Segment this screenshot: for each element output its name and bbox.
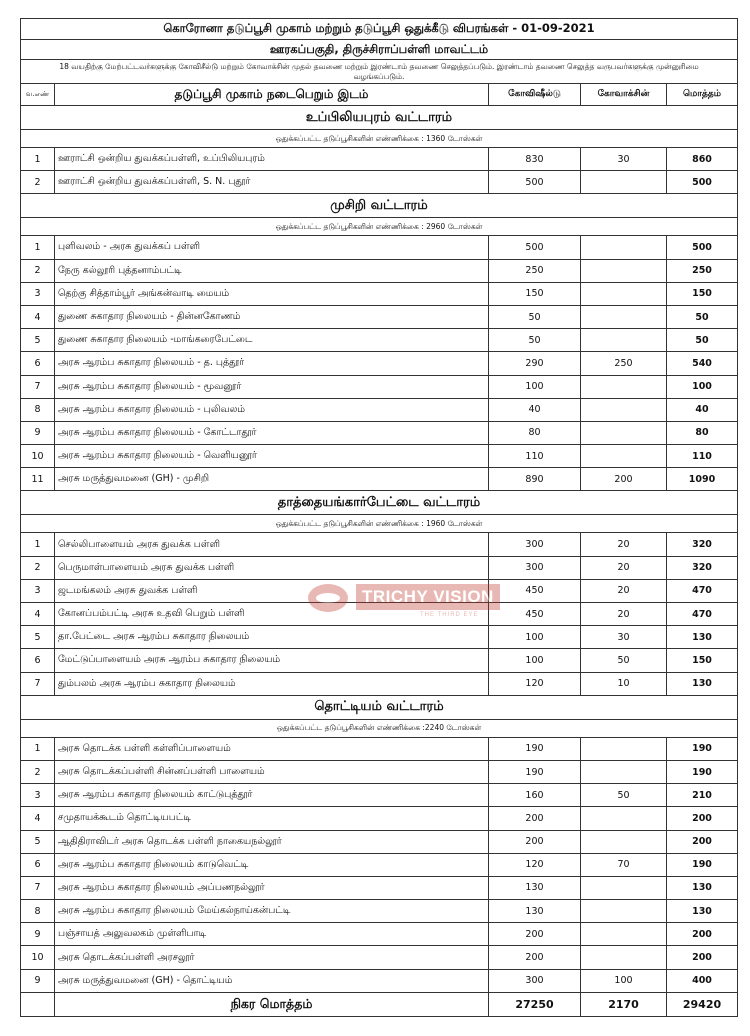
- table-row: [20, 784, 738, 807]
- covaxin-count: [581, 422, 667, 444]
- row-number: 1: [21, 148, 55, 170]
- covaxin-count: 200: [581, 468, 667, 490]
- row-total: 200: [692, 836, 712, 848]
- table-row: [20, 831, 738, 854]
- covishield-count: 500: [489, 171, 581, 193]
- camp-location: பெருமாள்பாளையம் அரசு துவக்க பள்ளி: [55, 557, 489, 579]
- camp-location: ஆதிதிராவிடர் அரசு தொடக்க பள்ளி நாகையநல்லூர்: [55, 831, 489, 853]
- covishield-count: 200: [489, 831, 581, 853]
- table-row: [20, 148, 738, 171]
- covishield-count: 50: [489, 306, 581, 328]
- row-total: 150: [692, 288, 712, 300]
- table-row: [20, 854, 738, 877]
- covishield-count: 830: [489, 148, 581, 170]
- camp-location: அரசு ஆரம்ப சுகாதார நிலையம் காட்டுபுத்தூர்: [55, 784, 489, 806]
- row-number: 6: [21, 352, 55, 374]
- block-dose-allocation: ஒதுக்கப்பட்ட தடுப்பூசிகளின் எண்ணிக்கை : 2960 டோஸ்கள்: [20, 218, 738, 236]
- covaxin-count: [581, 306, 667, 328]
- camp-location: அரசு ஆரம்ப சுகாதார நிலையம் காடுவெட்டி: [55, 854, 489, 876]
- table-row: [20, 236, 738, 259]
- covishield-count: 200: [489, 946, 581, 968]
- covishield-count: 290: [489, 352, 581, 374]
- block-dose-allocation: ஒதுக்கப்பட்ட தடுப்பூசிகளின் எண்ணிக்கை : 1960 டோஸ்கள்: [20, 515, 738, 533]
- camp-location: அரசு தொடக்கப்பள்ளி அரசலூர்: [55, 946, 489, 968]
- covishield-count: 200: [489, 807, 581, 829]
- covaxin-count: 30: [581, 626, 667, 648]
- row-number: 1: [21, 738, 55, 760]
- row-total: 110: [692, 450, 712, 462]
- row-number: 4: [21, 807, 55, 829]
- row-total: 320: [692, 562, 712, 574]
- table-row: [20, 329, 738, 352]
- table-row: [20, 649, 738, 672]
- table-row: [20, 283, 738, 306]
- row-number: 11: [21, 468, 55, 490]
- row-total: 130: [692, 631, 712, 643]
- table-row: [20, 445, 738, 468]
- row-number: 6: [21, 649, 55, 671]
- row-total: 130: [692, 882, 712, 894]
- row-number: 1: [21, 533, 55, 555]
- table-row: [20, 260, 738, 283]
- covaxin-count: [581, 260, 667, 282]
- row-total: 400: [692, 975, 712, 987]
- camp-location: அரசு ஆரம்ப சுகாதார நிலையம் - கோட்டாதூர்: [55, 422, 489, 444]
- covishield-count: 450: [489, 603, 581, 625]
- col-header-covishield: கோவிஷீல்டு: [489, 84, 581, 105]
- camp-location: ஊராட்சி ஒன்றிய துவக்கப்பள்ளி, உப்பிலியபுரம்: [55, 148, 489, 170]
- row-number: 9: [21, 422, 55, 444]
- vaccination-sheet: [20, 18, 738, 1017]
- row-total: 200: [692, 952, 712, 964]
- table-row: [20, 352, 738, 375]
- row-total: 80: [695, 427, 709, 439]
- covaxin-count: [581, 399, 667, 421]
- table-row: [20, 580, 738, 603]
- camp-location: தா.பேட்டை அரசு ஆரம்ப சுகாதார நிலையம்: [55, 626, 489, 648]
- covaxin-count: 20: [581, 603, 667, 625]
- block-dose-allocation: ஒதுக்கப்பட்ட தடுப்பூசிகளின் எண்ணிக்கை : 1360 டோஸ்கள்: [20, 130, 738, 148]
- col-header-place: தடுப்பூசி முகாம் நடைபெறும் இடம்: [55, 84, 489, 105]
- covaxin-count: 30: [581, 148, 667, 170]
- row-total: 860: [692, 153, 712, 165]
- covaxin-count: [581, 329, 667, 351]
- covishield-count: 450: [489, 580, 581, 602]
- row-total: 320: [692, 539, 712, 551]
- covishield-count: 300: [489, 970, 581, 992]
- table-row: [20, 970, 738, 993]
- row-number: 5: [21, 626, 55, 648]
- covaxin-count: [581, 445, 667, 467]
- camp-location: தும்பலம் அரசு ஆரம்ப சுகாதார நிலையம்: [55, 673, 489, 695]
- covishield-count: 120: [489, 854, 581, 876]
- row-number: 10: [21, 445, 55, 467]
- row-total: 100: [692, 381, 712, 393]
- row-number: 5: [21, 329, 55, 351]
- camp-location: துணை சுகாதார நிலையம் -மாங்கரைபேட்டை: [55, 329, 489, 351]
- covaxin-count: 100: [581, 970, 667, 992]
- block-heading: முசிறி வட்டாரம்: [20, 194, 738, 218]
- row-number: 8: [21, 900, 55, 922]
- row-number: 2: [21, 761, 55, 783]
- grand-total-row: [20, 993, 738, 1017]
- col-header-total: மொத்தம்: [683, 89, 721, 99]
- covaxin-count: [581, 900, 667, 922]
- table-row: [20, 946, 738, 969]
- grand-total-covaxin: 2170: [581, 993, 667, 1016]
- covishield-count: 190: [489, 738, 581, 760]
- covaxin-count: [581, 738, 667, 760]
- block-heading: தாத்தையங்கார்பேட்டை வட்டாரம்: [20, 491, 738, 515]
- covishield-count: 100: [489, 649, 581, 671]
- grand-total-sum: 29420: [682, 997, 722, 1011]
- covaxin-count: [581, 923, 667, 945]
- row-number: 10: [21, 946, 55, 968]
- covaxin-count: [581, 236, 667, 258]
- covishield-count: 200: [489, 923, 581, 945]
- table-row: [20, 877, 738, 900]
- camp-location: ஜடமங்கலம் அரசு துவக்க பள்ளி: [55, 580, 489, 602]
- row-total: 210: [692, 789, 712, 801]
- covishield-count: 110: [489, 445, 581, 467]
- covishield-count: 100: [489, 376, 581, 398]
- grand-total-no: [21, 993, 55, 1016]
- camp-location: தெற்கு சித்தாம்பூர் அங்கன்வாடி மையம்: [55, 283, 489, 305]
- row-total: 250: [692, 265, 712, 277]
- row-number: 9: [21, 970, 55, 992]
- covishield-count: 890: [489, 468, 581, 490]
- sheet-subtitle: ஊரகப்பகுதி, திருச்சிராப்பள்ளி மாவட்டம்: [20, 40, 738, 60]
- covishield-count: 190: [489, 761, 581, 783]
- camp-location: அரசு ஆரம்ப சுகாதார நிலையம் அப்பணநல்லூர்: [55, 877, 489, 899]
- covishield-count: 100: [489, 626, 581, 648]
- col-header-no: வ.எண்: [21, 84, 55, 105]
- camp-location: அரசு ஆரம்ப சுகாதார நிலையம் - த. புத்தூர்: [55, 352, 489, 374]
- block-heading: தொட்டியம் வட்டாரம்: [20, 696, 738, 720]
- block-dose-allocation: ஒதுக்கப்பட்ட தடுப்பூசிகளின் எண்ணிக்கை :2240 டோஸ்கள்: [20, 720, 738, 738]
- row-number: 2: [21, 171, 55, 193]
- grand-total-label: நிகர மொத்தம்: [55, 993, 489, 1016]
- row-total: 130: [692, 905, 712, 917]
- table-row: [20, 171, 738, 194]
- covaxin-count: 10: [581, 673, 667, 695]
- covaxin-count: [581, 946, 667, 968]
- covishield-count: 160: [489, 784, 581, 806]
- row-total: 130: [692, 678, 712, 690]
- table-row: [20, 603, 738, 626]
- table-row: [20, 673, 738, 696]
- covishield-count: 500: [489, 236, 581, 258]
- camp-location: அரசு தொடக்கப்பள்ளி சின்னப்பள்ளி பாளையம்: [55, 761, 489, 783]
- grand-total-covishield: 27250: [489, 993, 581, 1016]
- table-row: [20, 761, 738, 784]
- table-row: [20, 738, 738, 761]
- covaxin-count: [581, 761, 667, 783]
- camp-location: புளிவலம் - அரசு துவக்கப் பள்ளி: [55, 236, 489, 258]
- row-number: 9: [21, 923, 55, 945]
- row-number: 1: [21, 236, 55, 258]
- row-number: 6: [21, 854, 55, 876]
- table-row: [20, 807, 738, 830]
- row-total: 200: [692, 928, 712, 940]
- watermark-tagline: THE THIRD EYE: [420, 612, 479, 618]
- camp-location: மேட்டுப்பாளையம் அரசு ஆரம்ப சுகாதார நிலையம்: [55, 649, 489, 671]
- table-row: [20, 900, 738, 923]
- row-total: 190: [692, 743, 712, 755]
- covaxin-count: [581, 877, 667, 899]
- row-number: 2: [21, 260, 55, 282]
- table-row: [20, 399, 738, 422]
- table-row: [20, 422, 738, 445]
- row-total: 500: [692, 241, 712, 253]
- table-row: [20, 626, 738, 649]
- block-sections: [20, 106, 738, 993]
- table-row: [20, 557, 738, 580]
- camp-location: கோனப்பம்பட்டி அரசு உதவி பெறும் பள்ளி: [55, 603, 489, 625]
- row-total: 190: [692, 859, 712, 871]
- covishield-count: 50: [489, 329, 581, 351]
- table-row: [20, 923, 738, 946]
- row-total: 470: [692, 608, 712, 620]
- table-row: [20, 468, 738, 491]
- camp-location: துணை சுகாதார நிலையம் - தின்னகோணம்: [55, 306, 489, 328]
- row-number: 3: [21, 784, 55, 806]
- row-total: 470: [692, 585, 712, 597]
- covishield-count: 300: [489, 557, 581, 579]
- covishield-count: 300: [489, 533, 581, 555]
- covishield-count: 250: [489, 260, 581, 282]
- camp-location: அரசு ஆரம்ப சுகாதார நிலையம் - வெளியனூர்: [55, 445, 489, 467]
- covaxin-count: [581, 283, 667, 305]
- row-number: 5: [21, 831, 55, 853]
- covishield-count: 80: [489, 422, 581, 444]
- table-row: [20, 306, 738, 329]
- covaxin-count: [581, 831, 667, 853]
- camp-location: ஊராட்சி ஒன்றிய துவக்கப்பள்ளி, S. N. புதூர்: [55, 171, 489, 193]
- covishield-count: 150: [489, 283, 581, 305]
- row-number: 8: [21, 399, 55, 421]
- covaxin-count: 50: [581, 784, 667, 806]
- camp-location: சமுதாயக்கூடம் தொட்டியபட்டி: [55, 807, 489, 829]
- row-number: 7: [21, 673, 55, 695]
- row-number: 7: [21, 376, 55, 398]
- covishield-count: 40: [489, 399, 581, 421]
- covaxin-count: 20: [581, 580, 667, 602]
- row-total: 50: [695, 311, 709, 323]
- row-total: 40: [695, 404, 709, 416]
- covaxin-count: 250: [581, 352, 667, 374]
- eligibility-note: 18 வயதிற்கு மேற்பட்டவர்களுக்கு கோவிசீல்டு மற்றும் கோவாக்சின் முதல் தவணை மற்றும் இரண்டாம் தவணை செலுத்தப்படும். இரண்டாம் தவணை செலுத்த வருபவர்களுக்கு முன்னுரிமை வழங்கப்படும்.: [20, 60, 738, 84]
- row-total: 200: [692, 812, 712, 824]
- camp-location: அரசு மருத்துவமனை (GH) - முசிறி: [55, 468, 489, 490]
- covaxin-count: [581, 376, 667, 398]
- row-total: 50: [695, 334, 709, 346]
- covaxin-count: 20: [581, 533, 667, 555]
- watermark-brand: TRICHY VISION: [356, 584, 500, 610]
- covaxin-count: 20: [581, 557, 667, 579]
- row-number: 7: [21, 877, 55, 899]
- camp-location: அரசு மருத்துவமனை (GH) - தொட்டியம்: [55, 970, 489, 992]
- row-total: 150: [692, 654, 712, 666]
- block-heading: உப்பிலியபுரம் வட்டாரம்: [20, 106, 738, 130]
- table-row: [20, 533, 738, 556]
- camp-location: அரசு தொடக்க பள்ளி கள்ளிப்பாளையம்: [55, 738, 489, 760]
- camp-location: அரசு ஆரம்ப சுகாதார நிலையம் மேய்கல்நாய்கன்பட்டி: [55, 900, 489, 922]
- row-number: 2: [21, 557, 55, 579]
- row-total: 540: [692, 357, 712, 369]
- camp-location: அரசு ஆரம்ப சுகாதார நிலையம் - மூவனூர்: [55, 376, 489, 398]
- table-row: [20, 376, 738, 399]
- row-number: 3: [21, 283, 55, 305]
- covaxin-count: [581, 807, 667, 829]
- col-header-covaxin: கோவாக்சின்: [581, 84, 667, 105]
- row-number: 3: [21, 580, 55, 602]
- camp-location: அரசு ஆரம்ப சுகாதார நிலையம் - புலிவலம்: [55, 399, 489, 421]
- camp-location: பஞ்சாயத் அலுவலகம் முள்ளிபாடி: [55, 923, 489, 945]
- row-total: 500: [692, 176, 712, 188]
- row-number: 4: [21, 306, 55, 328]
- covaxin-count: 50: [581, 649, 667, 671]
- covishield-count: 130: [489, 900, 581, 922]
- camp-location: நேரு கல்லூரி புத்தனாம்பட்டி: [55, 260, 489, 282]
- camp-location: செல்லிபாளையம் அரசு துவக்க பள்ளி: [55, 533, 489, 555]
- covishield-count: 120: [489, 673, 581, 695]
- covaxin-count: [581, 171, 667, 193]
- covishield-count: 130: [489, 877, 581, 899]
- column-header-row: [20, 84, 738, 106]
- covaxin-count: 70: [581, 854, 667, 876]
- row-total: 1090: [688, 473, 716, 485]
- row-number: 4: [21, 603, 55, 625]
- sheet-title: கொரோனா தடுப்பூசி முகாம் மற்றும் தடுப்பூசி ஒதுக்கீடு விபரங்கள் - 01-09-2021: [20, 18, 738, 40]
- row-total: 190: [692, 766, 712, 778]
